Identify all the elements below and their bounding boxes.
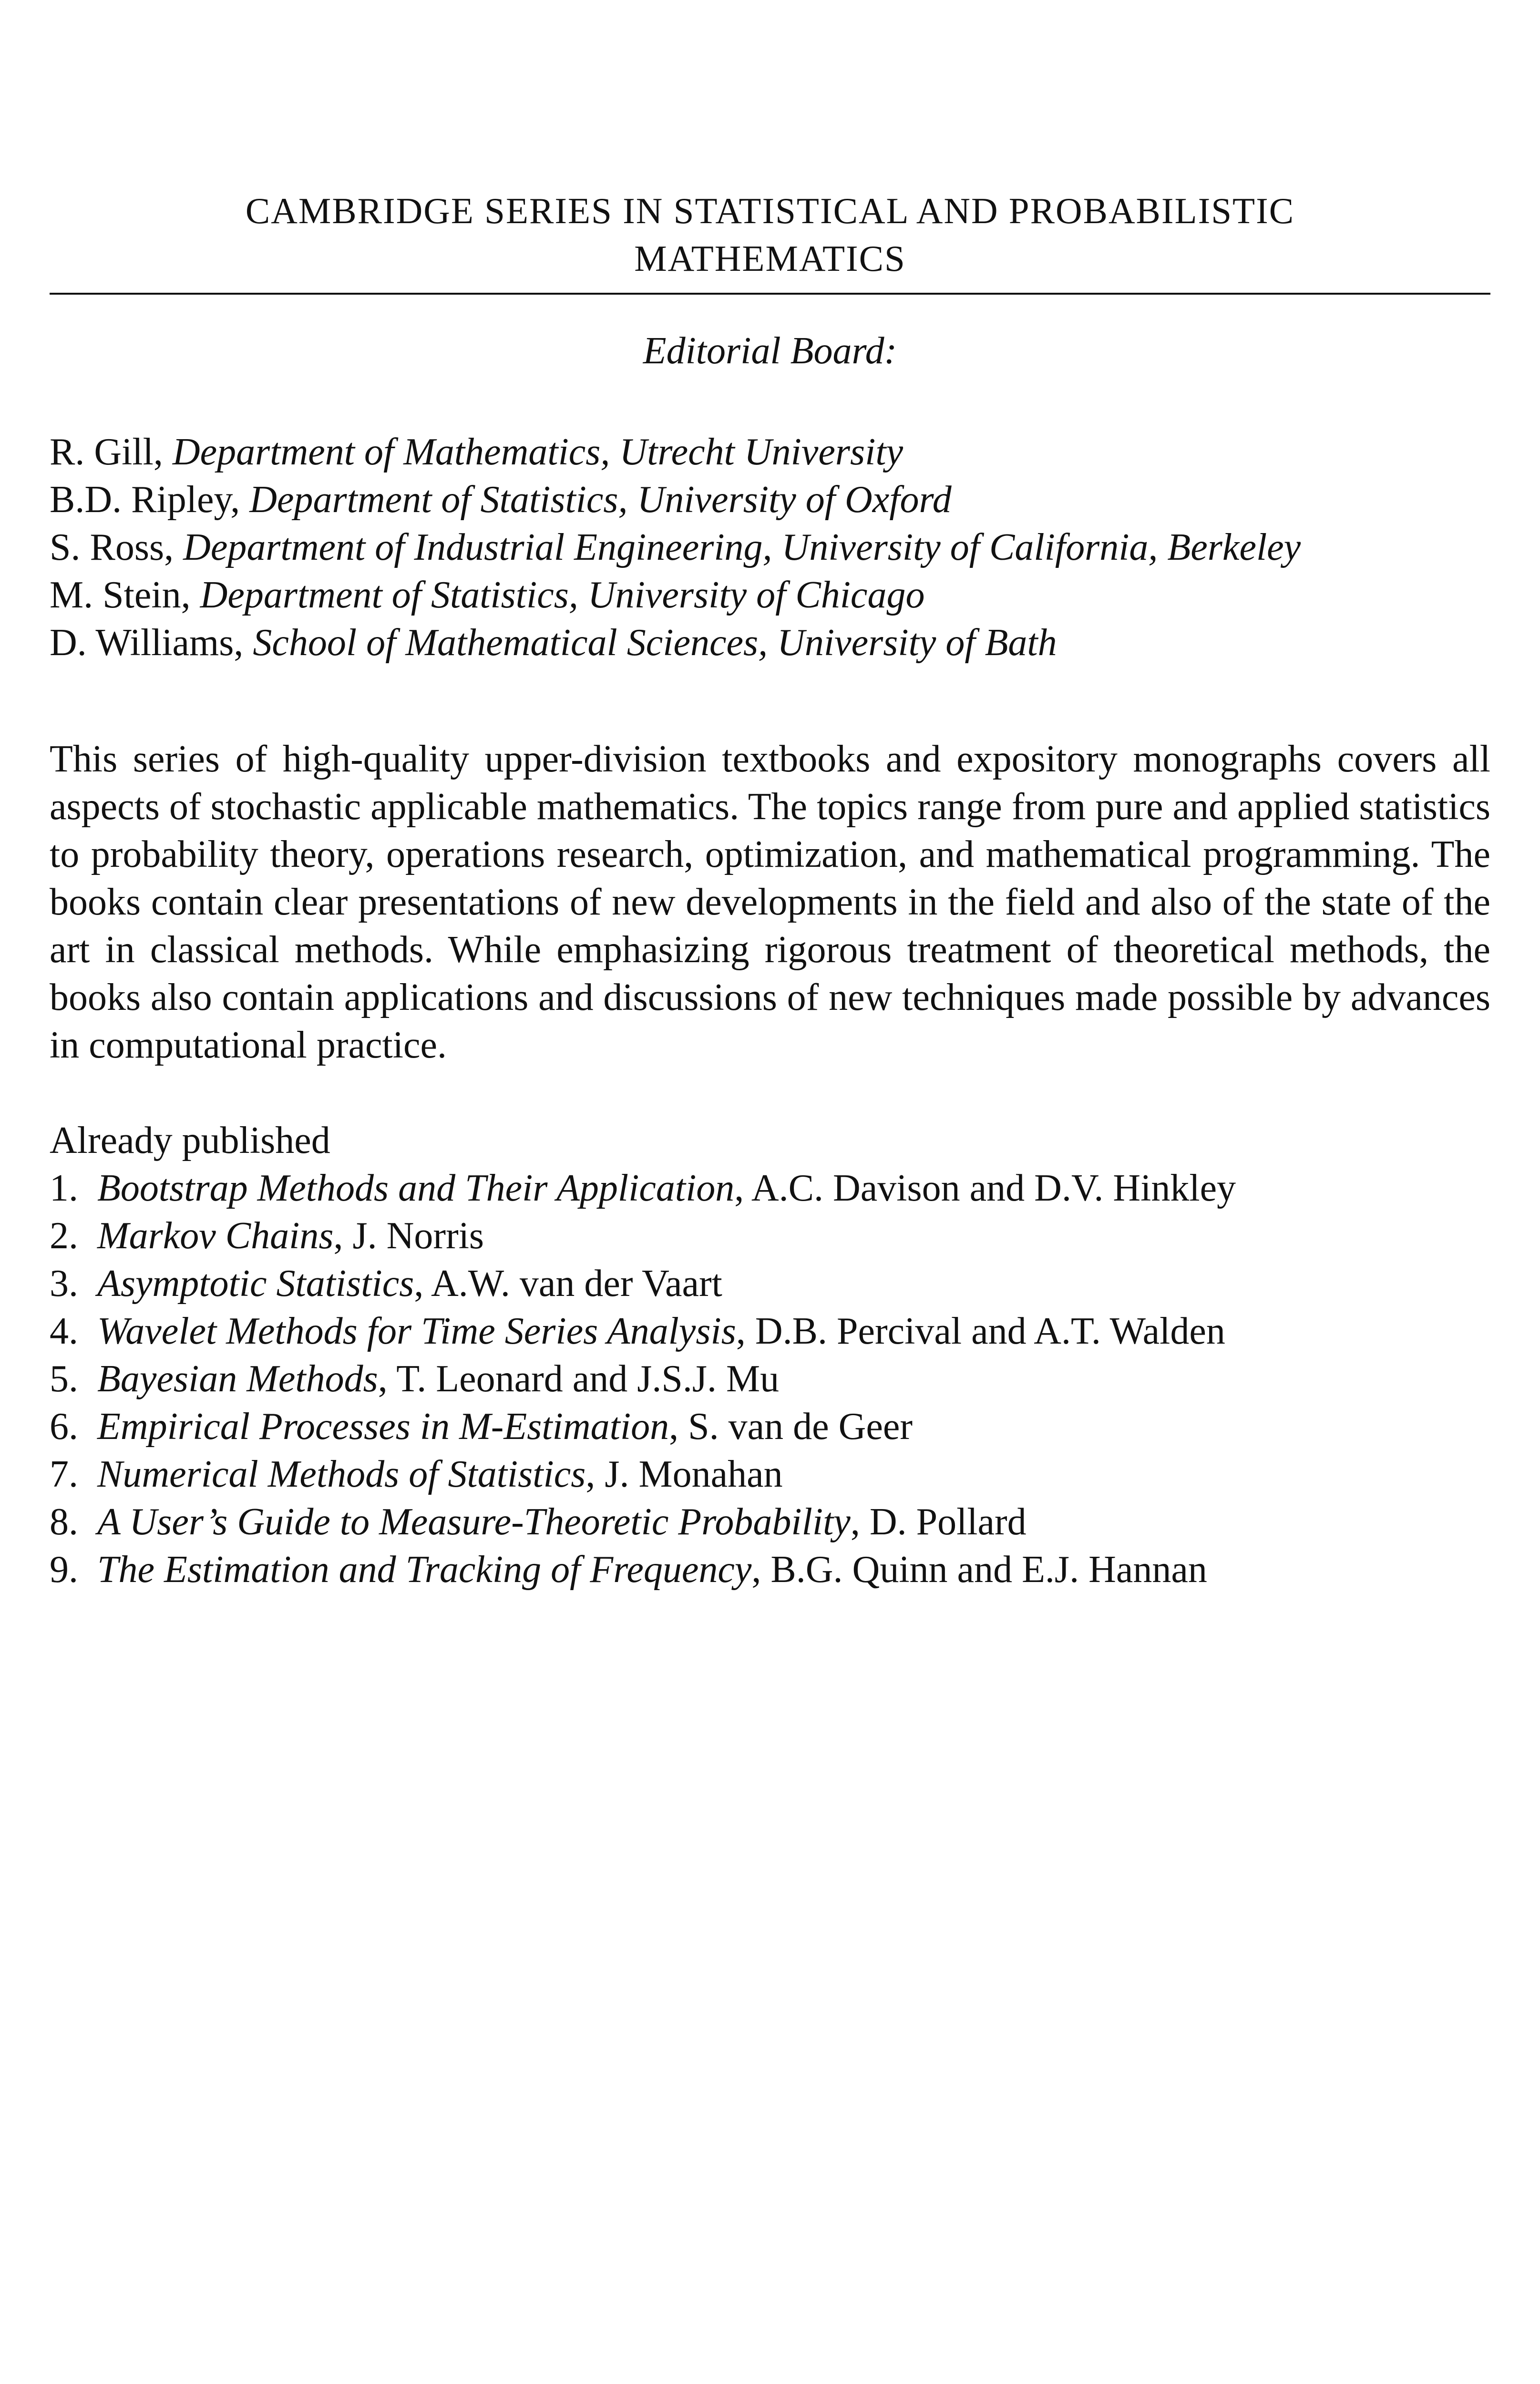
book-number: 4.	[50, 1310, 78, 1352]
title-divider	[50, 293, 1490, 295]
book-item	[50, 1403, 1490, 1450]
series-description: This series of high-quality upper-division textbooks and expository monographs covers all aspects of stochastic applicable mathematics. The topics range from pure and applied statistics to probability theory, operations research, optimization, and mathematical programming. The books contain clear presentations of new developments in the field and also of the state of the art in classical methods. While emphasizing rigorous treatment of theoretical methods, the books also contain applications and discussions of new techniques made possible by advances in computational practice.	[50, 738, 1490, 1066]
book-item	[50, 1212, 1490, 1260]
book-number: 1.	[50, 1167, 78, 1209]
book-title: Empirical Processes in M-Estimation	[97, 1406, 669, 1448]
book-authors: , T. Leonard and J.S.J. Mu	[378, 1358, 780, 1400]
book-authors: , A.W. van der Vaart	[414, 1263, 722, 1305]
book-title: Wavelet Methods for Time Series Analysis	[97, 1310, 736, 1352]
book-authors: , S. van de Geer	[669, 1406, 913, 1448]
book-item	[50, 1546, 1490, 1593]
board-member-name: D. Williams,	[50, 622, 253, 664]
book-title: Numerical Methods of Statistics	[97, 1453, 586, 1495]
book-item	[50, 1355, 1490, 1403]
book-authors: , D. Pollard	[850, 1501, 1027, 1543]
book-authors: , A.C. Davison and D.V. Hinkley	[734, 1167, 1236, 1209]
book-number: 5.	[50, 1358, 78, 1400]
book-number: 3.	[50, 1263, 78, 1305]
board-member-affiliation: Department of Industrial Engineering, University of California, Berkeley	[183, 526, 1301, 568]
book-number: 9.	[50, 1549, 78, 1591]
board-member-name: R. Gill,	[50, 431, 173, 473]
series-title	[50, 187, 1490, 282]
book-item	[50, 1164, 1490, 1212]
board-member-name: S. Ross,	[50, 526, 184, 568]
board-member-affiliation: Department of Statistics, University of Chicago	[200, 574, 925, 616]
book-authors: , J. Monahan	[585, 1453, 783, 1495]
board-member	[50, 619, 1490, 667]
book-title: A User’s Guide to Measure-Theoretic Probability	[97, 1501, 851, 1543]
book-title: Bootstrap Methods and Their Application	[97, 1167, 735, 1209]
board-member-affiliation: School of Mathematical Sciences, University of Bath	[253, 622, 1057, 664]
book-number: 6.	[50, 1406, 78, 1448]
book-authors: , D.B. Percival and A.T. Walden	[736, 1310, 1225, 1352]
book-number: 8.	[50, 1501, 78, 1543]
book-title: Markov Chains	[97, 1215, 334, 1257]
board-member-name: M. Stein,	[50, 574, 200, 616]
board-member	[50, 571, 1490, 619]
board-member	[50, 476, 1490, 524]
board-member	[50, 524, 1490, 571]
book-authors: , J. Norris	[333, 1215, 484, 1257]
book-item	[50, 1450, 1490, 1498]
editorial-board-list	[50, 428, 1490, 667]
book-item	[50, 1498, 1490, 1546]
published-heading: Already published	[50, 1120, 330, 1161]
book-title: The Estimation and Tracking of Frequency	[97, 1549, 752, 1591]
book-title: Bayesian Methods	[97, 1358, 378, 1400]
book-item	[50, 1260, 1490, 1307]
series-title-line2: MATHEMATICS	[634, 238, 906, 279]
editorial-board-heading: Editorial Board:	[643, 330, 897, 372]
book-number: 2.	[50, 1215, 78, 1257]
board-member-name: B.D. Ripley,	[50, 479, 250, 521]
board-member-affiliation: Department of Mathematics, Utrecht University	[172, 431, 903, 473]
book-title: Asymptotic Statistics	[97, 1263, 414, 1305]
board-member-affiliation: Department of Statistics, University of Oxford	[249, 479, 952, 521]
book-number: 7.	[50, 1453, 78, 1495]
board-member	[50, 428, 1490, 476]
book-authors: , B.G. Quinn and E.J. Hannan	[751, 1549, 1207, 1591]
book-item	[50, 1307, 1490, 1355]
published-list	[50, 1117, 1490, 1593]
series-title-line1: CAMBRIDGE SERIES IN STATISTICAL AND PROBABILISTIC	[245, 190, 1295, 231]
